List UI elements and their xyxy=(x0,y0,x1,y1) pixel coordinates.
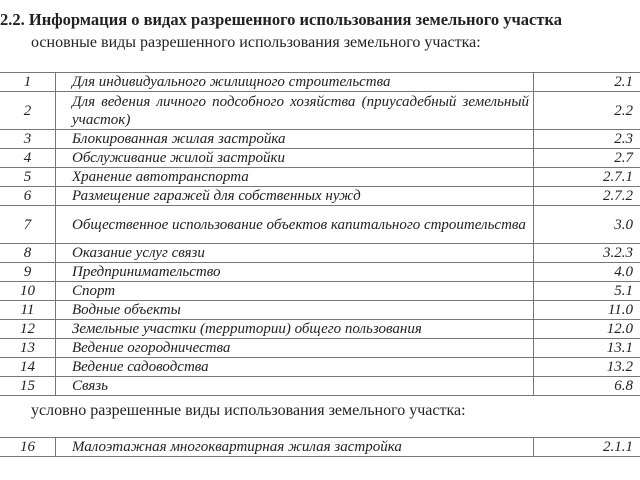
row-number: 3 xyxy=(0,130,56,149)
row-number: 6 xyxy=(0,187,56,206)
row-number: 13 xyxy=(0,339,56,358)
land-use-code: 2.7.2 xyxy=(534,187,640,206)
land-use-code: 13.1 xyxy=(534,339,640,358)
land-use-name: Для ведения личного подсобного хозяйства (приусадебный земельный участок) xyxy=(56,92,534,130)
row-number: 14 xyxy=(0,358,56,377)
table-row xyxy=(0,301,640,320)
table-row xyxy=(0,168,640,187)
land-use-code: 2.7 xyxy=(534,149,640,168)
land-use-code: 5.1 xyxy=(534,282,640,301)
land-use-name: Связь xyxy=(56,377,534,396)
row-number: 5 xyxy=(0,168,56,187)
land-use-name: Блокированная жилая застройка xyxy=(56,130,534,149)
row-number: 7 xyxy=(0,206,56,244)
land-use-name: Хранение автотранспорта xyxy=(56,168,534,187)
row-number: 15 xyxy=(0,377,56,396)
land-use-name: Для индивидуального жилищного строительства xyxy=(56,73,534,92)
conditional-uses-label: условно разрешенные виды использования земельного участка: xyxy=(31,402,466,419)
table-row xyxy=(0,358,640,377)
table-row xyxy=(0,320,640,339)
row-number: 1 xyxy=(0,73,56,92)
land-use-name: Предпринимательство xyxy=(56,263,534,282)
land-use-code: 2.7.1 xyxy=(534,168,640,187)
table-row xyxy=(0,244,640,263)
land-use-code: 12.0 xyxy=(534,320,640,339)
table-row xyxy=(0,92,640,130)
land-use-name: Ведение огородничества xyxy=(56,339,534,358)
row-number: 12 xyxy=(0,320,56,339)
land-use-code: 13.2 xyxy=(534,358,640,377)
land-use-code: 11.0 xyxy=(534,301,640,320)
row-number: 2 xyxy=(0,92,56,130)
land-use-name: Общественное использование объектов капитального строительства xyxy=(56,206,534,244)
table-row xyxy=(0,282,640,301)
land-use-name: Обслуживание жилой застройки xyxy=(56,149,534,168)
table-row xyxy=(0,73,640,92)
table-row xyxy=(0,263,640,282)
land-use-name: Ведение садоводства xyxy=(56,358,534,377)
table-row xyxy=(0,339,640,358)
table-row xyxy=(0,438,640,457)
main-uses-table xyxy=(0,72,640,396)
table-row xyxy=(0,130,640,149)
land-use-name: Оказание услуг связи xyxy=(56,244,534,263)
land-use-name: Спорт xyxy=(56,282,534,301)
table-row xyxy=(0,149,640,168)
land-use-name: Размещение гаражей для собственных нужд xyxy=(56,187,534,206)
land-use-name: Малоэтажная многоквартирная жилая застройка xyxy=(56,438,534,457)
row-number: 16 xyxy=(0,438,56,457)
section-heading: 2.2. Информация о видах разрешенного использования земельного участка xyxy=(0,10,562,29)
row-number: 4 xyxy=(0,149,56,168)
land-use-code: 3.0 xyxy=(534,206,640,244)
land-use-code: 4.0 xyxy=(534,263,640,282)
land-use-code: 6.8 xyxy=(534,377,640,396)
main-uses-label: основные виды разрешенного использования земельного участка: xyxy=(31,34,481,51)
conditional-uses-table xyxy=(0,437,640,457)
land-use-code: 2.1 xyxy=(534,73,640,92)
land-use-code: 3.2.3 xyxy=(534,244,640,263)
table-row xyxy=(0,206,640,244)
table-row xyxy=(0,187,640,206)
table-row xyxy=(0,377,640,396)
row-number: 10 xyxy=(0,282,56,301)
row-number: 8 xyxy=(0,244,56,263)
row-number: 9 xyxy=(0,263,56,282)
land-use-code: 2.1.1 xyxy=(534,438,640,457)
land-use-name: Водные объекты xyxy=(56,301,534,320)
row-number: 11 xyxy=(0,301,56,320)
land-use-code: 2.3 xyxy=(534,130,640,149)
land-use-name: Земельные участки (территории) общего пользования xyxy=(56,320,534,339)
land-use-code: 2.2 xyxy=(534,92,640,130)
